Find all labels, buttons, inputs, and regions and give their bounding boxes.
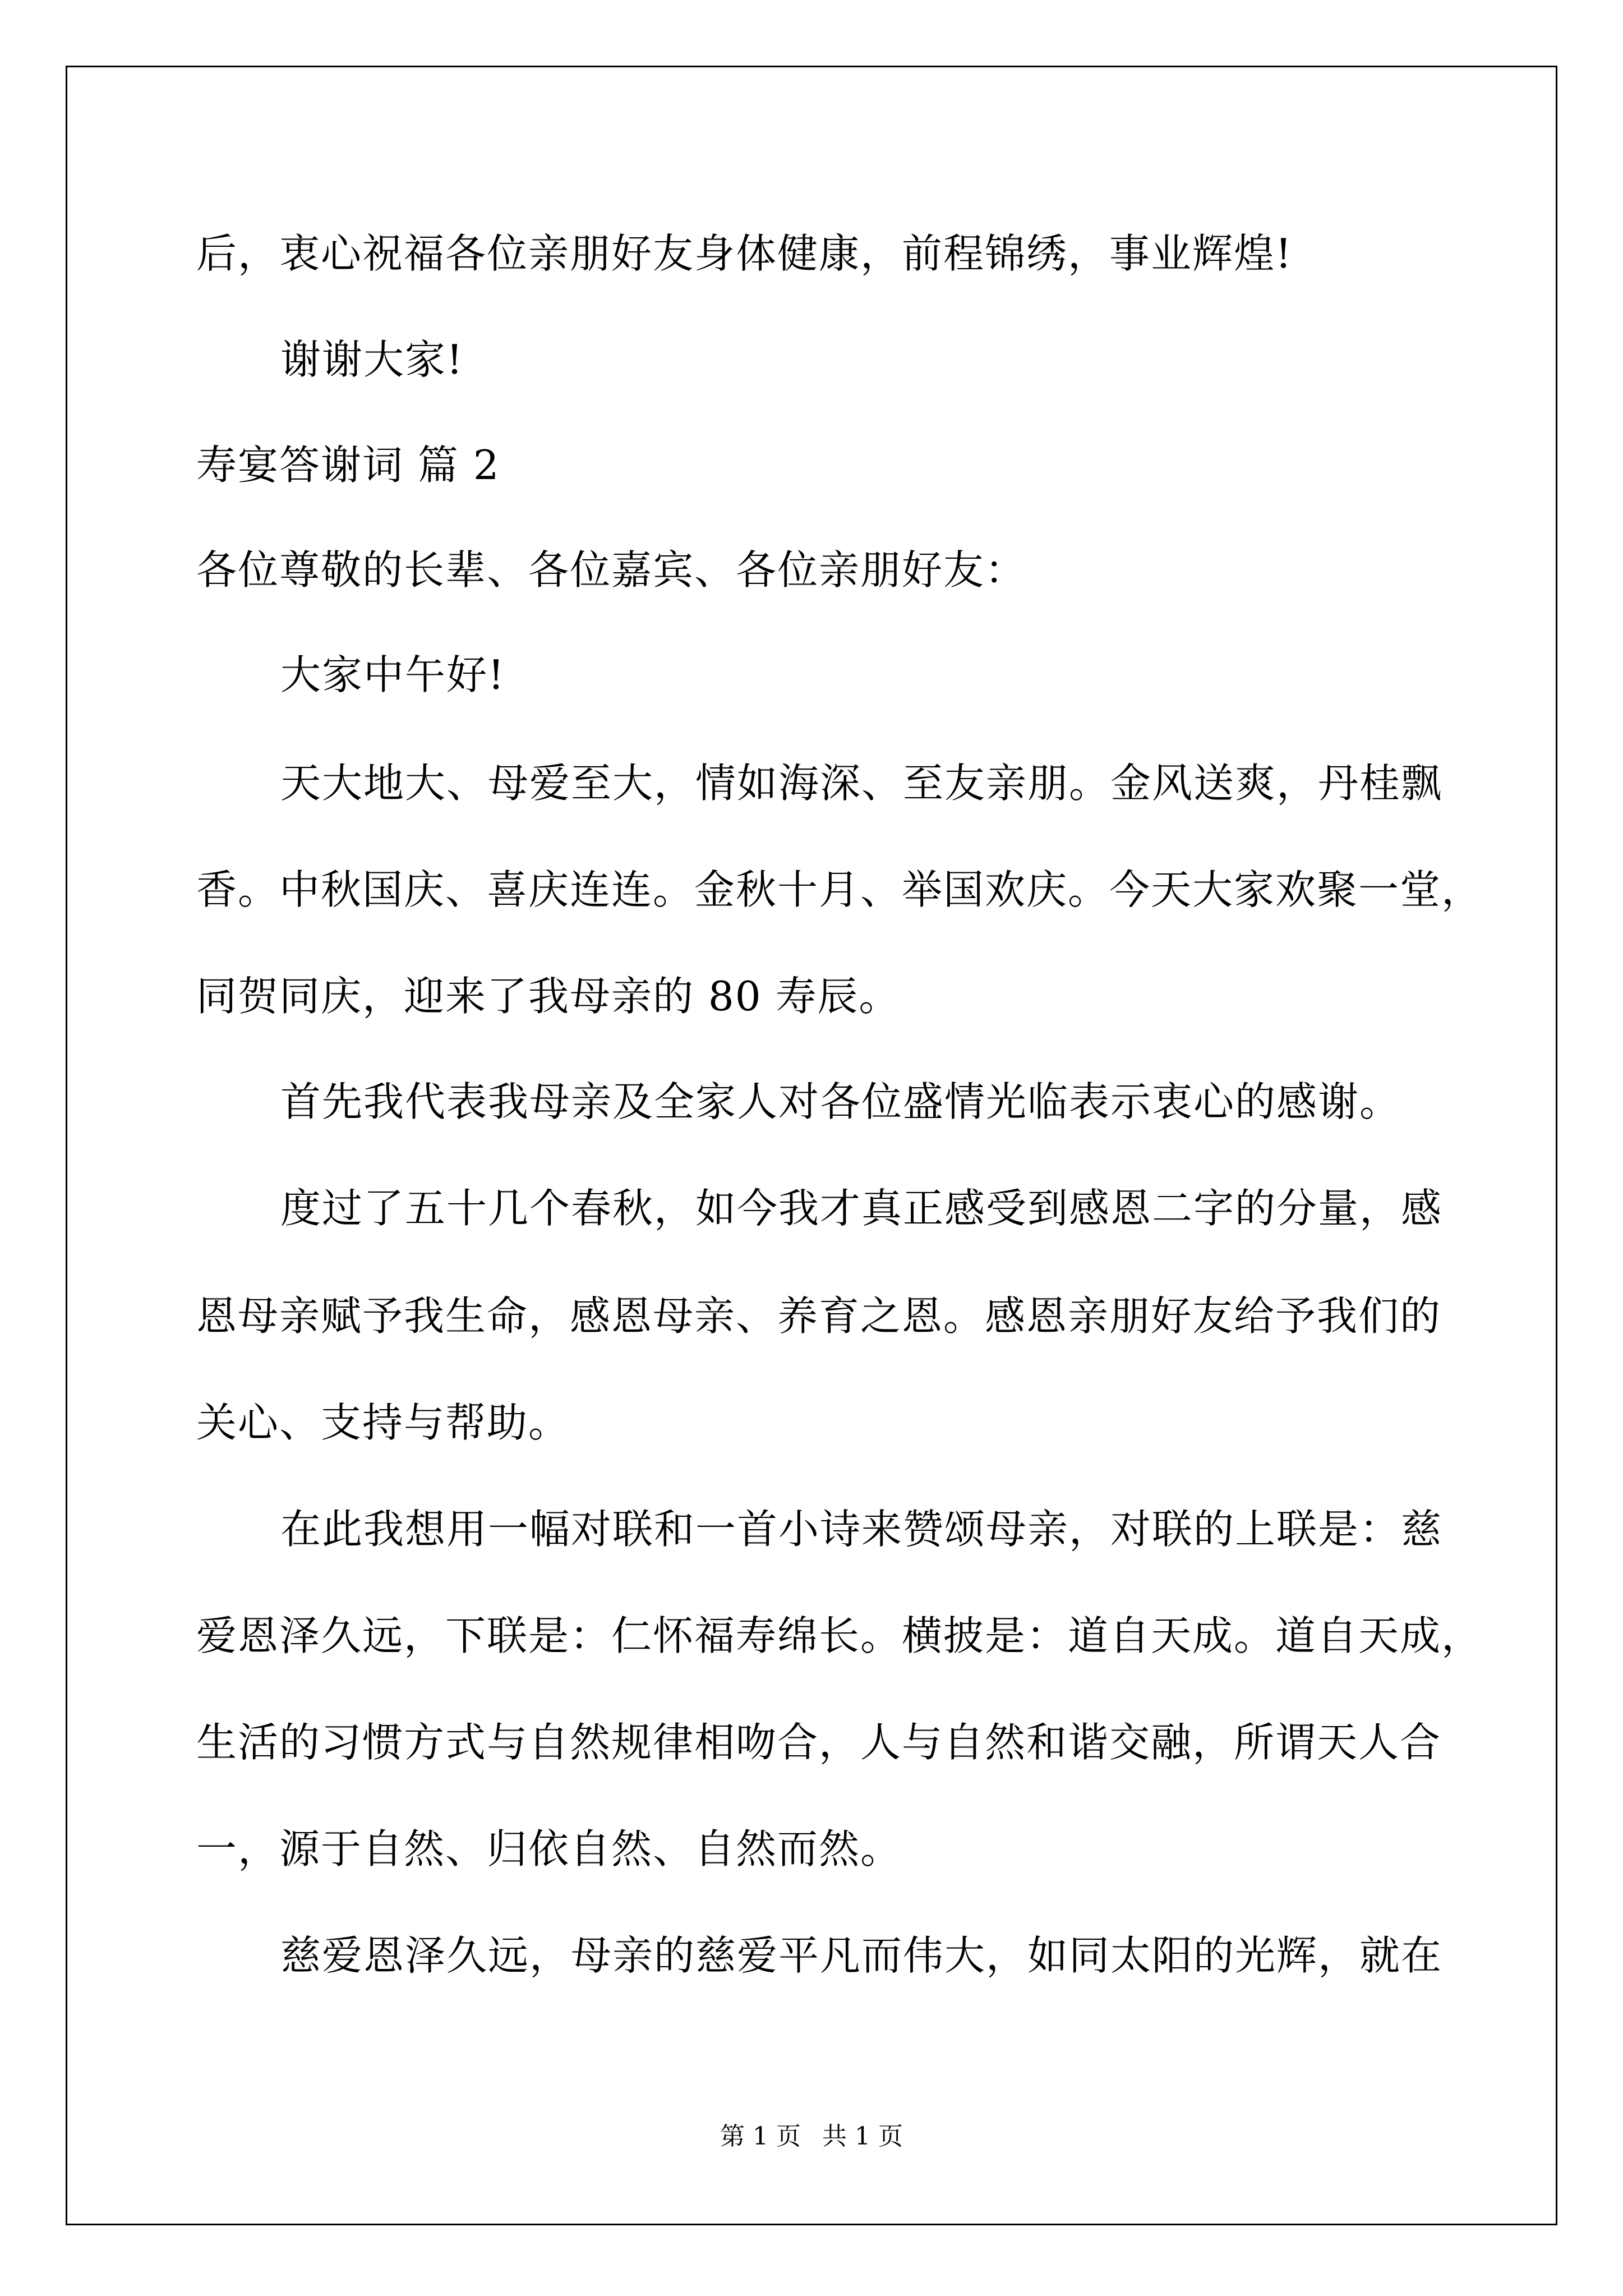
- text-line: 香。中秋国庆、喜庆连连。金秋十月、举国欢庆。今天大家欢聚一堂，: [196, 866, 1483, 913]
- text-line: 一，源于自然、归依自然、自然而然。: [196, 1825, 902, 1872]
- text-line: 生活的习惯方式与自然规律相吻合，人与自然和谐交融，所谓天人合: [196, 1719, 1442, 1766]
- text-line: 在此我想用一幅对联和一首小诗来赞颂母亲，对联的上联是：慈: [280, 1506, 1443, 1553]
- text-line: 首先我代表我母亲及全家人对各位盛情光临表示衷心的感谢。: [280, 1078, 1401, 1125]
- text-line: 恩母亲赋予我生命，感恩母亲、养育之恩。感恩亲朋好友给予我们的: [196, 1292, 1442, 1340]
- text-line: 同贺同庆，迎来了我母亲的 80 寿辰。: [196, 973, 901, 1020]
- section-heading: 寿宴答谢词 篇 2: [196, 441, 500, 489]
- text-line: 谢谢大家!: [280, 336, 464, 383]
- text-line: 后，衷心祝福各位亲朋好友身体健康，前程锦绣，事业辉煌!: [196, 230, 1293, 277]
- text-line: 爱恩泽久远，下联是：仁怀福寿绵长。横披是：道自天成。道自天成，: [196, 1612, 1483, 1659]
- page-border: [66, 66, 1557, 2225]
- text-line: 大家中午好!: [280, 651, 505, 698]
- salutation: 各位尊敬的长辈、各位嘉宾、各位亲朋好友：: [196, 546, 1027, 593]
- page-footer: [0, 2116, 1623, 2152]
- text-line: 度过了五十几个春秋，如今我才真正感受到感恩二字的分量，感: [280, 1185, 1443, 1232]
- text-line: 天大地大、母爱至大，情如海深、至友亲朋。金风送爽，丹桂飘: [280, 760, 1443, 807]
- page-total: 共 1 页: [822, 2122, 903, 2151]
- text-line: 关心、支持与帮助。: [196, 1399, 570, 1446]
- text-line: 慈爱恩泽久远，母亲的慈爱平凡而伟大，如同太阳的光辉，就在: [280, 1932, 1443, 1979]
- page-number: 第 1 页: [720, 2122, 801, 2151]
